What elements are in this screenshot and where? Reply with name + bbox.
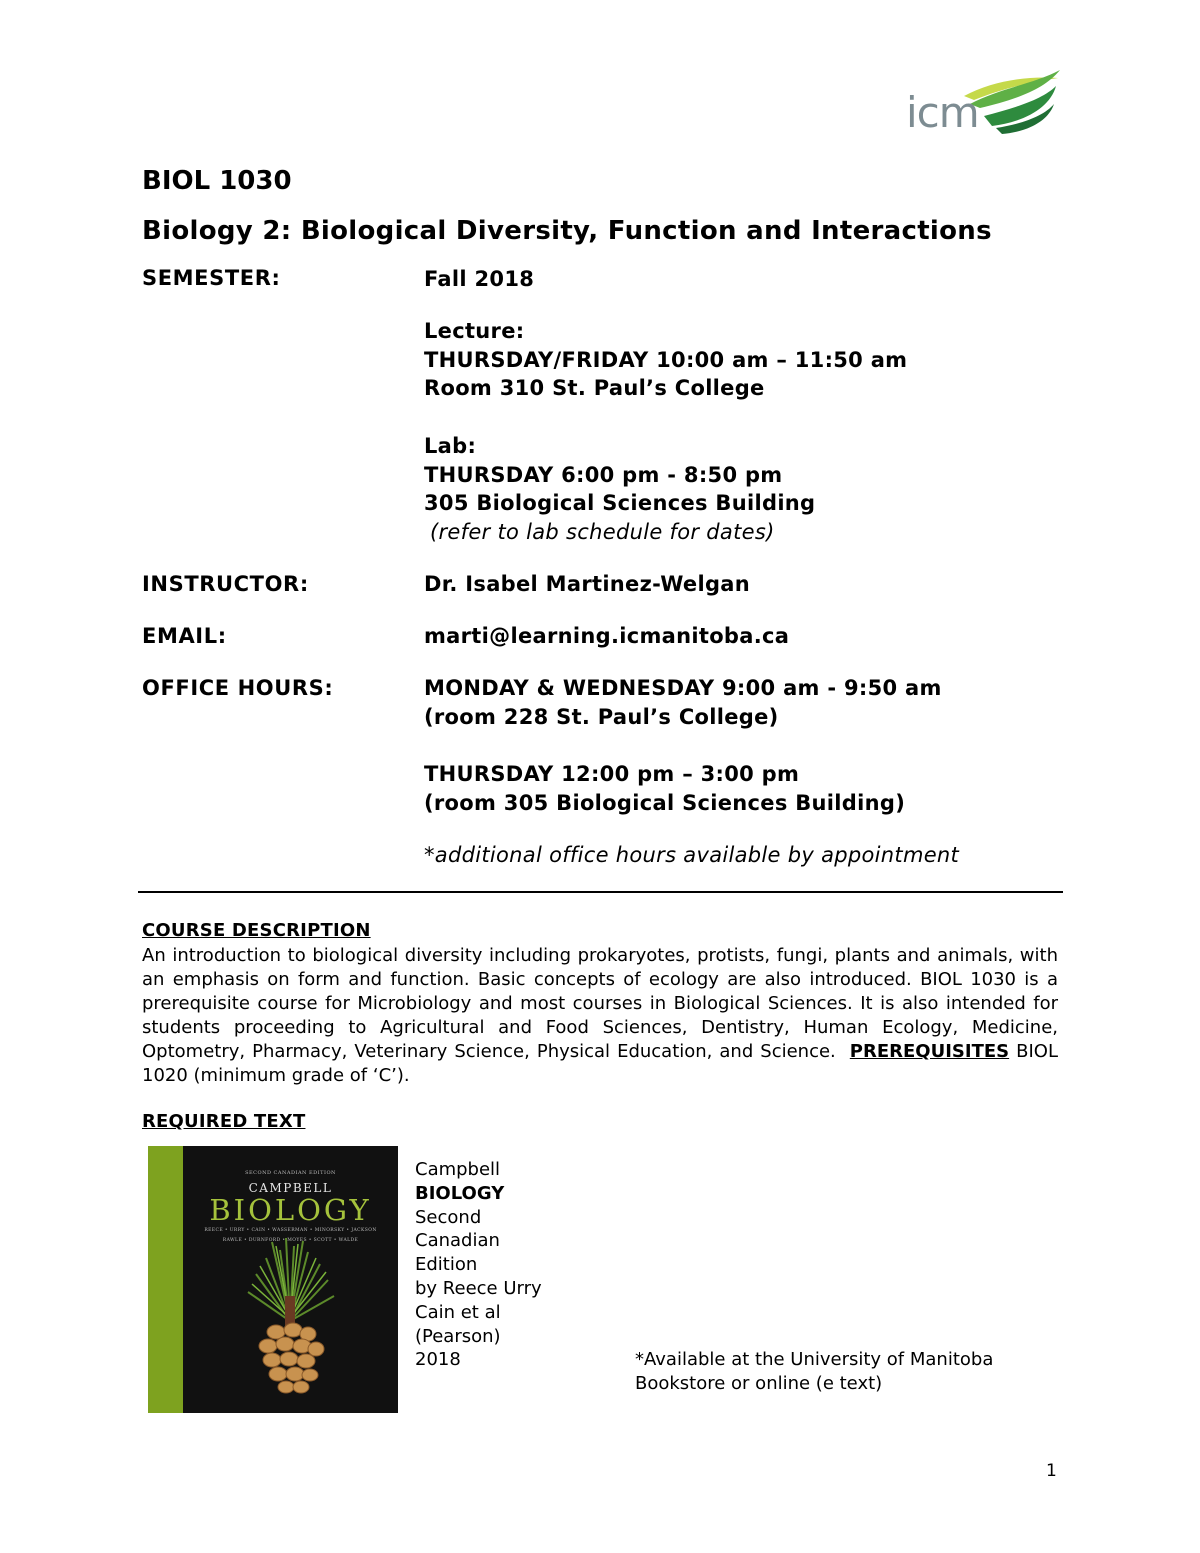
book-line: Second [415, 1206, 482, 1228]
office-slot1-room: (room 228 St. Paul’s College) [424, 704, 779, 729]
course-description-body: An introduction to biological diversity including prokaryotes, protists, fungi, plants and animals, with an emphasis on form and function. Basic concepts of ecology are also introduced. BIOL 1030 is a prerequisite course for Microbiology and most courses in Biological Sciences. It is also intended for students proceeding to Agricultural and Food Sciences, Dentistry, Human Ecology, Medicine, Optometry, Pharmacy, Veterinary Science, Physical Education, and Science. [142, 945, 1058, 1062]
prerequisites-text: BIOL 1020 (minimum grade of ‘C’). [142, 1041, 1058, 1086]
course-title: Biology 2: Biological Diversity, Function and Interactions [142, 216, 992, 246]
office-slot2-room: (room 305 Biological Sciences Building) [424, 790, 906, 815]
section-divider [138, 891, 1063, 893]
book-line: Cain et al [415, 1301, 501, 1323]
course-description-text [142, 944, 1058, 1088]
course-code: BIOL 1030 [142, 166, 292, 196]
availability-line-1: *Available at the University of Manitoba [635, 1349, 994, 1370]
office-hours-slot1 [424, 674, 942, 731]
email-label: EMAIL: [142, 624, 227, 648]
semester-label: SEMESTER: [142, 266, 281, 290]
instructor-label: INSTRUCTOR: [142, 572, 309, 596]
book-line: BIOLOGY [415, 1182, 505, 1204]
book-line: Campbell [415, 1159, 501, 1180]
availability-line-2: Bookstore or online (e text) [635, 1373, 883, 1394]
semester-term: Fall 2018 [424, 267, 535, 291]
course-description-heading: COURSE DESCRIPTION [142, 920, 371, 941]
email-address: marti@learning.icmanitoba.ca [424, 624, 790, 648]
cover-authors-2: RAWLE • DURNFORD • MOYES • SCOTT • WALDE [222, 1238, 359, 1243]
office-hours-slot2 [424, 760, 905, 817]
office-slot2-time: THURSDAY 12:00 pm – 3:00 pm [424, 762, 800, 786]
cover-title: BIOLOGY [209, 1193, 372, 1227]
page-number: 1 [1046, 1461, 1057, 1481]
lab-block [424, 432, 815, 546]
logo-text: icm [906, 88, 979, 137]
book-line: Edition [415, 1254, 478, 1276]
textbook-details [415, 1158, 542, 1372]
book-line: Canadian [415, 1230, 500, 1252]
lab-time: THURSDAY 6:00 pm - 8:50 pm [424, 462, 783, 487]
lab-room: 305 Biological Sciences Building [424, 491, 816, 516]
icm-logo [904, 66, 1064, 140]
prerequisites-label: PREREQUISITES [849, 1041, 1010, 1062]
instructor-name: Dr. Isabel Martinez-Welgan [424, 572, 751, 596]
book-line: 2018 [415, 1349, 461, 1371]
lecture-block [424, 317, 907, 403]
book-line: by Reece Urry [415, 1277, 542, 1299]
required-text-heading: REQUIRED TEXT [142, 1111, 306, 1132]
lecture-heading: Lecture: [424, 319, 525, 343]
book-line: (Pearson) [415, 1325, 501, 1347]
cover-authors-1: REECE • URRY • CAIN • WASSERMAN • MINORSKY • JACKSON [204, 1228, 377, 1233]
office-hours-note: *additional office hours available by appointment [424, 843, 960, 867]
textbook-cover [148, 1146, 398, 1413]
lecture-time: THURSDAY/FRIDAY 10:00 am – 11:50 am [424, 347, 908, 372]
cover-brand: CAMPBELL [248, 1181, 333, 1195]
office-hours-label: OFFICE HOURS: [142, 676, 334, 700]
availability-note [635, 1348, 993, 1396]
office-hours-note-wrap [424, 841, 959, 870]
pinecone-image [148, 1146, 398, 1413]
cover-edition: SECOND CANADIAN EDITION [245, 1170, 336, 1176]
lab-heading: Lab: [424, 434, 477, 458]
lecture-room: Room 310 St. Paul’s College [424, 376, 765, 401]
office-slot1-time: MONDAY & WEDNESDAY 9:00 am - 9:50 am [424, 676, 942, 700]
lab-note: (refer to lab schedule for dates) [430, 519, 775, 544]
